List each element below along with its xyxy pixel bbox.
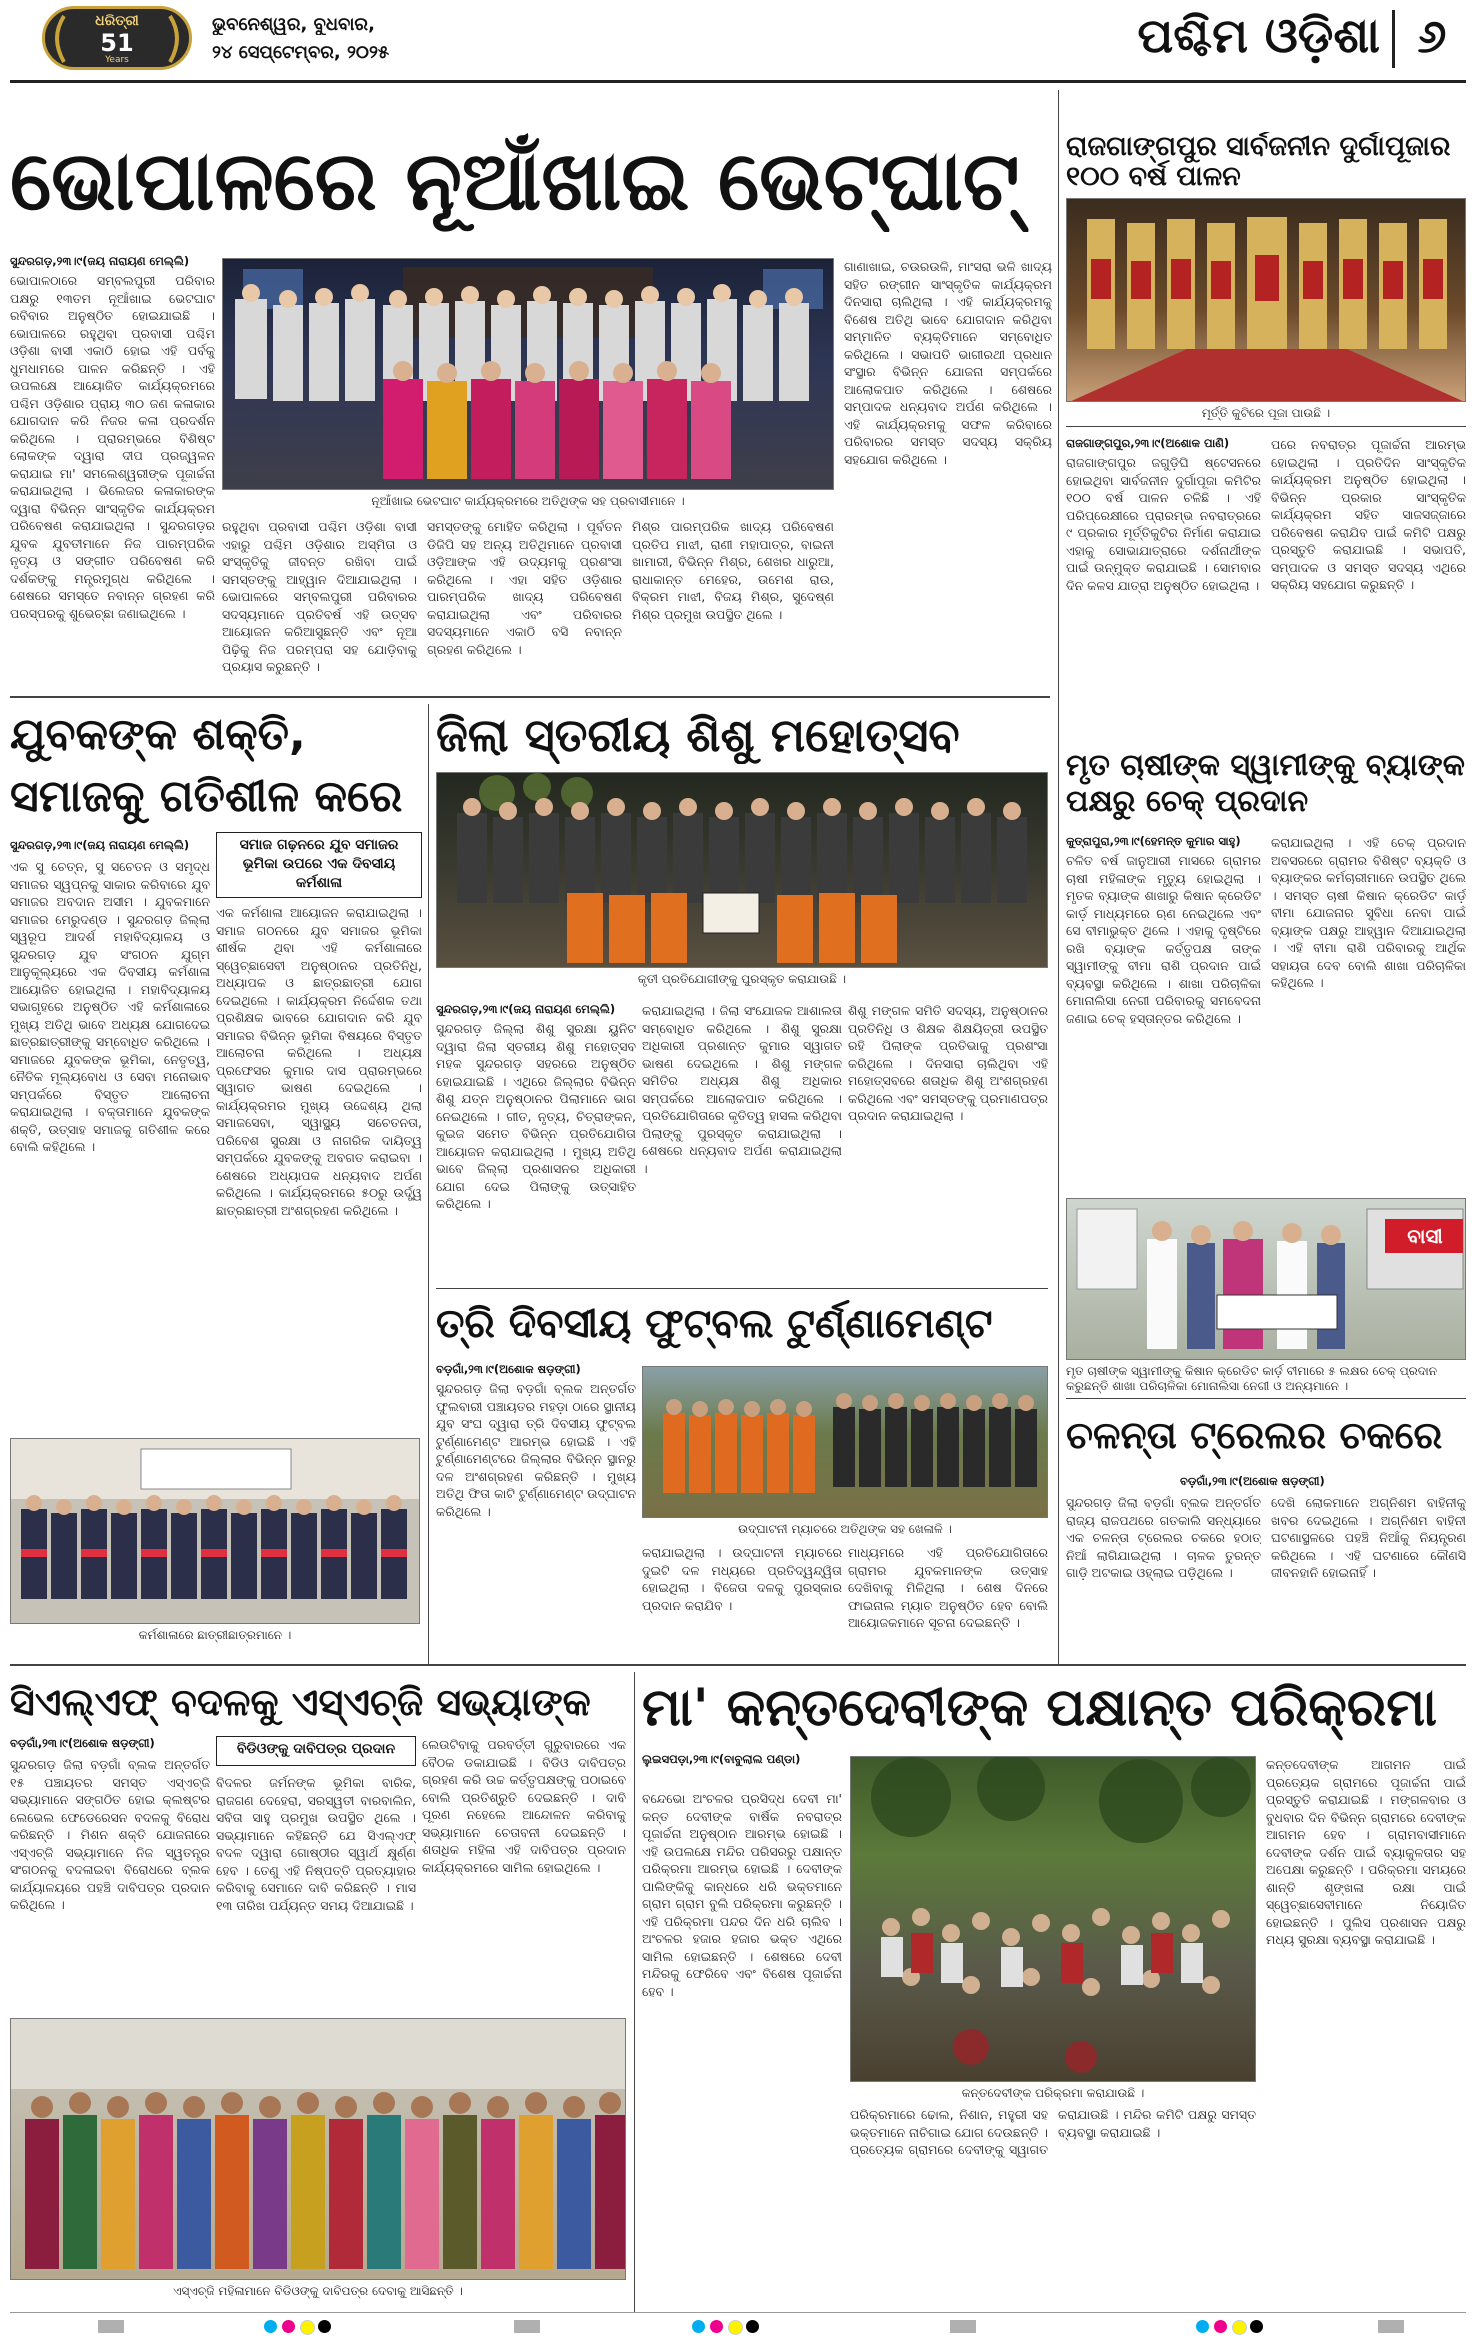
football-body-col2: କରାଯାଇଥିଲା । ଉଦ୍‌ଘାଟନୀ ମ୍ୟାଚରେ ଦୁଇଟି ଦଳ ମଧ୍ୟରେ ପ୍ରତିଦ୍ୱନ୍ଦ୍ୱିତା ହୋଇଥିଲା । ବିଜେତା ଦଳକୁ ପୁରସ୍କାର ପ୍ରଦାନ କରାଯିବ । — [642, 1545, 842, 1613]
football-headline: ତ୍ରି ଦିବସୀୟ ଫୁଟ୍‌ବଲ ଟୁର୍ଣ୍ଣାମେଣ୍ଟ — [436, 1301, 993, 1347]
football-body-col1: ସୁନ୍ଦରଗଡ଼ ଜିଲା ବଡ଼ଗାଁ ବ୍ଲକ ଅନ୍ତର୍ଗତ ଫୁଲବାରୀ ପଞ୍ଚାୟତର ମହଡ଼ା ଠାରେ ସ୍ଥାନୀୟ ଯୁବ ସଂଘ ଦ୍ୱାରା ତ୍ରି ଦିବସୀୟ ଫୁଟ୍‌ବଲ ଟୁର୍ଣ୍ଣାମେଣ୍ଟ ଆରମ୍ଭ ହୋଇଛି । ଏହି ଟୁର୍ଣ୍ଣାମେଣ୍ଟରେ ଜିଲ୍ଲାର ବିଭିନ୍ନ ସ୍ଥାନରୁ ଦଳ ଅଂଶଗ୍ରହଣ କରିଛନ୍ତି । ମୁଖ୍ୟ ଅତିଥି ଫିତା କାଟି ଟୁର୍ଣ୍ଣାମେଣ୍ଟ ଉଦ୍‌ଘାଟନ କରିଥିଲେ । — [436, 1381, 636, 1519]
trailer-headline: ଚଳନ୍ତା ଟ୍ରେଲର ଚକରେ — [1066, 1413, 1443, 1457]
youth-highlight-box: ସମାଜ ଗଢ଼ନରେ ଯୁବ ସମାଜର ଭୂମିକା ଉପରେ ଏକ ଦିବସୀୟ କର୍ମଶାଳା — [216, 832, 422, 898]
bhopal-byline: ସୁନ୍ଦରଗଡ଼,୨୩।୯(ଜୟ ନାରାୟଣ ମେଲ୍ଲି) — [10, 254, 190, 268]
bhopal-photo — [222, 258, 834, 490]
logo-years-label: Years — [105, 55, 129, 65]
kanta-byline: ଲୁଇସପଡ଼ା,୨୩।୯(ବାବୁଲାଲ ପଣ୍ଡା) — [642, 1752, 801, 1766]
yellow-dot — [300, 2320, 315, 2335]
youth-caption: କର୍ମଶାଳାରେ ଛାତ୍ରୀଛାତ୍ରମାନେ । — [138, 1628, 292, 1642]
football-caption: ଉଦ୍‌ଘାଟନୀ ମ୍ୟାଚରେ ଅତିଥିଙ୍କ ସହ ଖେଳାଳି । — [738, 1522, 952, 1536]
clf-body-col1: ସୁନ୍ଦରଗଡ଼ ଜିଲା ବଡ଼ଗାଁ ବ୍ଲକ ଅନ୍ତର୍ଗତ ୧୫ ପଞ୍ଚାୟତର ସମସ୍ତ ଏସ୍ଏଚ୍‌ଜି ସଭ୍ୟାମାନେ ସଙ୍ଗଠିତ ହୋଇ କ୍ଲଷ୍ଟର ଲେଭେଲ ଫେଡେରେସନ ବଦଳକୁ ବିରୋଧ କରିଛନ୍ତି । ମିଶନ ଶକ୍ତି ଯୋଜନାରେ ଏସ୍ଏଚ୍‌ଜି ସଭ୍ୟାମାନେ ନିଜ ସ୍ୱତନ୍ତ୍ର ସଂଗଠନକୁ ବଦଳାଇବା ବିରୋଧରେ ବ୍ଲକ କାର୍ଯ୍ୟାଳୟରେ ପହଞ୍ଚି ଦାବିପତ୍ର ପ୍ରଦାନ କରିଥିଲେ । — [10, 1757, 210, 1912]
clf-byline: ବଡ଼ଗାଁ,୨୩।୯(ଅଶୋକ ଷଡ଼ଙ୍ଗୀ) — [10, 1736, 155, 1750]
rajgangpur-body-col1: ରାଜଗାଙ୍ଗପୁର ଜଗୁଡ଼ିଘି ଷ୍ଟେସନରେ ହୋଇଥିବା ସାର୍ବଜନୀନ ଦୁର୍ଗାପୂଜା କମିଟିର ୧୦୦ ବର୍ଷ ପାଳନ ଚଳିଛି । ଏହି ପରିପ୍ରେକ୍ଷୀରେ ପ୍ରାରମ୍ଭ ନବରାତ୍ରରେ ୯ ପ୍ରକାର ମୂର୍ତ୍ତିକୁଟିର ନିର୍ମାଣ କରାଯାଇ ଏହାକୁ ସୋଭାଯାତ୍ରାରେ ଦର୍ଶନାର୍ଥୀଙ୍କ ପାଇଁ ଉନ୍ମୁକ୍ତ କରାଯାଇଛି । ସୋମବାର ଦିନ କଳସ ଯାତ୍ରା ଅନୁଷ୍ଠିତ ହୋଇଥିଲା । — [1066, 455, 1261, 593]
section-title: ପଶ୍ଚିମ ଓଡ଼ିଶା — [1137, 8, 1380, 64]
trailer-body-col2: ଦେଖି ଲୋକମାନେ ଅଗ୍ନିଶମ ବାହିନୀକୁ ଖବର ଦେଇଥିଲେ । ଅଗ୍ନିଶମ ବାହିନୀ ଘଟଣାସ୍ଥଳରେ ପହଞ୍ଚି ନିଆଁକୁ ନିୟନ୍ତ୍ରଣ କରିଥିଲେ । ଏହି ଘଟଣାରେ କୌଣସି ଜୀବନହାନି ହୋଇନାହିଁ । — [1271, 1495, 1466, 1580]
bhopal-body-col4: ଗାଣାଖାଇ, ଚଉରଉଳି, ମାଂସରା ଭଳି ଖାଦ୍ୟ ସହିତ ରଙ୍ଗୀନ ସାଂସ୍କୃତିକ କାର୍ଯ୍ୟକ୍ରମ ଦିନସାରା ଚାଲିଥିଲା । ଏହି କାର୍ଯ୍ୟକ୍ରମକୁ ବିଶେଷ ଅତିଥି ଭାବେ ଯୋଗଦାନ କରିଥିବା ସମ୍ମାନିତ ବ୍ୟକ୍ତିମାନେ ସମ୍ବୋଧିତ କରିଥିଲେ । ସଭାପତି ଭାଗୀରଥୀ ପ୍ରଧାନ ସଂସ୍ଥାର ବିଭିନ୍ନ ଯୋଜନା ସମ୍ପର୍କରେ ଆଲୋକପାତ କରିଥିଲେ । ଶେଷରେ ସମ୍ପାଦକ ଧନ୍ୟବାଦ ଅର୍ପଣ କରିଥିଲେ । ଏହି କାର୍ଯ୍ୟକ୍ରମକୁ ସଫଳ କରିବାରେ ପରିବାରର ସମସ୍ତ ସଦସ୍ୟ ସକ୍ରିୟ ସହଯୋଗ କରିଥିଲେ । — [844, 259, 1052, 467]
cheque-headline: ମୃତ ଚାଷୀଙ୍କ ସ୍ୱାମୀଙ୍କୁ ବ୍ୟାଙ୍କ ପକ୍ଷରୁ ଚେକ୍ ପ୍ରଦାନ — [1066, 748, 1465, 819]
registration-bar — [1378, 2320, 1404, 2333]
kanta-body-col2: ପରିକ୍ରମାରେ ଢୋଲ, ନିଶାନ, ମହୁରୀ ସହ ଭକ୍ତମାନେ ନାଚିଗାଇ ଯୋଗ ଦେଉଛନ୍ତି । ପ୍ରତ୍ୟେକ ଗ୍ରାମରେ ଦେବୀଙ୍କୁ ସ୍ୱାଗତ କରାଯାଉଛି । ମନ୍ଦିର କମିଟି ପକ୍ଷରୁ ସମସ୍ତ ବ୍ୟବସ୍ଥା କରାଯାଇଛି । — [850, 2107, 1256, 2157]
youth-photo — [10, 1438, 420, 1624]
registration-bar — [950, 2320, 976, 2333]
kanta-caption: କନ୍ତଦେବୀଙ୍କ ପରିକ୍ରମା କରାଯାଉଛି । — [961, 2086, 1145, 2100]
column-rule — [634, 1672, 635, 2312]
masthead — [0, 0, 1476, 80]
youth-body-col1: ଏକ ସୁ ଚେତ୍ନ, ସୁ ସଚେତନ ଓ ସମୃଦ୍ଧ ସମାଜର ସ୍ୱପ୍ନକୁ ସାକାର କରିବାରେ ଯୁବ ସମାଜର ଅବଦାନ ଅସୀମ । ଯୁବକମାନେ ସମାଜର ମେରୁଦଣ୍ଡ । ସୁନ୍ଦରଗଡ଼ ଜିଲ୍ଲା ସ୍ୱରୂପ ଆଦର୍ଶ ମହାବିଦ୍ୟାଳୟ ଓ ସୁନ୍ଦରଗଡ଼ ଯୁବ ସଂଗଠନ ଯୁଗ୍ମ ଆନୁକୂଲ୍ୟରେ ଏକ ଦିବସୀୟ କର୍ମଶାଳା ଆୟୋଜିତ ହୋଇଥିଲା । ମହାବିଦ୍ୟାଳୟ ସଭାଗୃହରେ ଅନୁଷ୍ଠିତ ଏହି କର୍ମଶାଳାରେ ମୁଖ୍ୟ ଅତିଥି ଭାବେ ଅଧ୍ୟକ୍ଷ ଯୋଗଦେଇ ଛାତ୍ରଛାତ୍ରୀଙ୍କୁ ସମ୍ବୋଧିତ କରିଥିଲେ । ସମାଜରେ ଯୁବକଙ୍କ ଭୂମିକା, ନେତୃତ୍ୱ, ନୈତିକ ମୂଲ୍ୟବୋଧ ଓ ସେବା ମନୋଭାବ ସମ୍ପର୍କରେ ବିସ୍ତୃତ ଆଲୋଚନା କରାଯାଇଥିଲା । ବକ୍ତାମାନେ ଯୁବକଙ୍କ ଶକ୍ତି, ଉତ୍ସାହ ସମାଜକୁ ଗତିଶୀଳ କରେ ବୋଲି କହିଥିଲେ । — [10, 859, 210, 1154]
clf-headline: ସିଏଲ୍‌ଏଫ୍ ବଦଳକୁ ଏସ୍ଏଚ୍‌ଜି ସଭ୍ୟାଙ୍କ — [10, 1680, 591, 1724]
rajgangpur-byline: ରାଜଗାଙ୍ଗପୁର,୨୩।୯(ଅଶୋକ ପାଣି) — [1066, 436, 1230, 450]
children-headline: ଜିଲା ସ୍ତରୀୟ ଶିଶୁ ମହୋତ୍ସବ — [436, 708, 960, 762]
yellow-dot — [728, 2320, 743, 2335]
children-photo — [436, 772, 1048, 968]
black-dot — [1250, 2320, 1263, 2333]
bhopal-body-col1: ଭୋପାଳଠାରେ ସମ୍ବଲପୁରୀ ପରିବାର ପକ୍ଷରୁ ୧୩ତମ ନୂଆଁଖାଇ ଭେଟଘାଟ ରବିବାର ଅନୁଷ୍ଠିତ ହୋଇଯାଇଛି । ଭୋପାଳରେ ରହୁଥିବା ପ୍ରବାସୀ ପଶ୍ଚିମ ଓଡ଼ିଶା ବାସୀ ଏକାଠି ହୋଇ ଏହି ପର୍ବକୁ ଧୁମଧାମରେ ପାଳନ କରିଛନ୍ତି । ଏହି ଉପଲକ୍ଷେ ଆୟୋଜିତ କାର୍ଯ୍ୟକ୍ରମରେ ପଶ୍ଚିମ ଓଡ଼ିଶାର ପ୍ରାୟ ୩୦ ଜଣ କଳାକାର ଯୋଗଦାନ କରି ନିଜର କଳା ପ୍ରଦର୍ଶନ କରିଥିଲେ । ପ୍ରାରମ୍ଭରେ ବିଶିଷ୍ଟ ଲୋକଙ୍କ ଦ୍ୱାରା ଦୀପ ପ୍ରଜ୍ୱଳନ କରାଯାଇ ମା' ସମଲେଶ୍ୱରୀଙ୍କ ପୂଜାର୍ଚ୍ଚନା କରାଯାଇଥିଲା । ଭିଲେଜର କଳାକାରଙ୍କ ଦ୍ୱାରା ବିଭିନ୍ନ ସାଂସ୍କୃତିକ କାର୍ଯ୍ୟକ୍ରମ ପରିବେଷଣ କରାଯାଇଥିଲା । ସୁନ୍ଦରଗଡ଼ର ଯୁବକ ଯୁବତୀମାନେ ନିଜ ପାରମ୍ପରିକ ନୃତ୍ୟ ଓ ସଙ୍ଗୀତ ପରିବେଷଣ କରି ଦର୍ଶକଙ୍କୁ ମନ୍ତ୍ରମୁଗ୍ଧ କରିଥିଲେ । ଶେଷରେ ସମସ୍ତେ ନବାନ୍ନ ଗ୍ରହଣ କରି ପରସ୍ପରକୁ ଶୁଭେଚ୍ଛା ଜଣାଇଥିଲେ । — [10, 273, 215, 621]
yellow-dot — [1232, 2320, 1247, 2335]
section-rule — [436, 1288, 1048, 1289]
registration-bar — [98, 2320, 124, 2333]
cyan-dot — [264, 2320, 277, 2333]
separator — [1066, 426, 1466, 427]
section-rule — [10, 696, 1050, 698]
clf-caption: ଏସ୍ଏଚ୍‌ଜି ମହିଳାମାନେ ବିଡିଓଙ୍କୁ ଦାବିପତ୍ର ଦେବାକୁ ଆସିଛନ୍ତି । — [173, 2284, 463, 2298]
bhopal-body-col3: ସମସ୍ତଙ୍କୁ ମୋହିତ କରିଥିଲା । ପୂର୍ବତନ ଡିଜିପି ସହ ଅନ୍ୟ ଅତିଥିମାନେ ପ୍ରବାସୀ ଓଡ଼ିଆଙ୍କ ଏହି ଉଦ୍ୟମକୁ ପ୍ରଶଂସା କରିଥିଲେ । ଏହା ସହିତ ଓଡ଼ିଶାର ପାରମ୍ପରିକ ଖାଦ୍ୟ ପରିବେଷଣ କରାଯାଇଥିଲା ଏବଂ ପରିବାରର ସଦସ୍ୟମାନେ ଏକାଠି ବସି ନବାନ୍ନ ଗ୍ରହଣ କରିଥିଲେ । — [427, 519, 622, 657]
issue-date: ୨୪ ସେପ୍ଟେମ୍ବର, ୨୦୨୫ — [212, 42, 390, 63]
registration-bar — [514, 2320, 540, 2333]
magenta-dot — [282, 2320, 295, 2333]
masthead-divider — [1392, 10, 1395, 68]
bhopal-headline: ଭୋପାଳରେ ନୂଆଁଖାଇ ଭେଟ୍‌ଘାଟ୍ — [10, 134, 1020, 229]
football-body-col3: ମାଧ୍ୟମରେ ଏହି ପ୍ରତିଯୋଗିତାରେ ଗ୍ରାମର ଯୁବକମାନଙ୍କ ଉତ୍ସାହ ଦେଖିବାକୁ ମିଳିଥିଲା । ଶେଷ ଦିନରେ ଫାଇନାଲ ମ୍ୟାଚ ଅନୁଷ୍ଠିତ ହେବ ବୋଲି ଆୟୋଜକମାନେ ସୂଚନା ଦେଇଛନ୍ତି । — [848, 1545, 1048, 1630]
column-rule — [428, 704, 429, 1664]
youth-headline-line1: ଯୁବକଙ୍କ ଶକ୍ତି, — [10, 709, 306, 760]
children-body-col1: ସୁନ୍ଦରଗଡ଼ ଜିଲ୍ଲା ଶିଶୁ ସୁରକ୍ଷା ୟୁନିଟ ଦ୍ୱାରା ଜିଲା ସ୍ତରୀୟ ଶିଶୁ ମହୋତ୍ସବ ମହକ ସୁନ୍ଦରଗଡ଼ ସହରରେ ଅନୁଷ୍ଠିତ ହୋଇଯାଇଛି । ଏଥିରେ ଜିଲ୍ଲାର ବିଭିନ୍ନ ଶିଶୁ ଯତ୍ନ ଅନୁଷ୍ଠାନର ପିଲାମାନେ ଭାଗ ନେଇଥିଲେ । ଗୀତ, ନୃତ୍ୟ, ଚିତ୍ରାଙ୍କନ, କୁଇଜ ସମେତ ବିଭିନ୍ନ ପ୍ରତିଯୋଗିତା ଆୟୋଜନ କରାଯାଇଥିଲା । ମୁଖ୍ୟ ଅତିଥି ଭାବେ ଜିଲ୍ଲା ପ୍ରଶାସନର ଅଧିକାରୀ ଯୋଗ ଦେଇ ପିଲାଙ୍କୁ ଉତ୍ସାହିତ କରିଥିଲେ । — [436, 1021, 636, 1211]
cheque-banner-text: ବାସୀ — [1407, 1224, 1443, 1248]
page-number: ୬ — [1417, 9, 1447, 63]
trailer-body-col1: ସୁନ୍ଦରଗଡ଼ ଜିଲା ବଡ଼ଗାଁ ବ୍ଲକ ଅନ୍ତର୍ଗତ ରାଜ୍ୟ ରାଜପଥରେ ଗତକାଲି ସନ୍ଧ୍ୟାରେ ଏକ ଚଳନ୍ତା ଟ୍ରେଲର ଚକରେ ହଠାତ୍ ନିଆଁ ଲାଗିଯାଇଥିଲା । ଚାଳକ ତୁରନ୍ତ ଗାଡ଼ି ଅଟକାଇ ଓହ୍ଲାଇ ପଡ଼ିଥିଲେ । — [1066, 1495, 1261, 1580]
rajgangpur-photo — [1066, 198, 1466, 402]
black-dot — [746, 2320, 759, 2333]
cheque-byline: କୁତ୍ରାପୁରା,୨୩।୯(ହେମନ୍ତ କୁମାର ସାହୁ) — [1066, 834, 1241, 848]
kanta-photo — [850, 1756, 1256, 2082]
kanta-body-col1: ବନ୍ଦେଭୋ ଅଂଚଳର ପ୍ରସିଦ୍ଧ ଦେବୀ ମା' କନ୍ତ ଦେବୀଙ୍କ ବାର୍ଷିକ ନବରାତ୍ର ପୂଜାର୍ଚ୍ଚନା ଅନୁଷ୍ଠାନ ଆରମ୍ଭ ହୋଇଛି । ଏହି ଉପଲକ୍ଷେ ମନ୍ଦିର ପରିସରରୁ ପକ୍ଷାନ୍ତ ପରିକ୍ରମା ଆରମ୍ଭ ହୋଇଛି । ଦେବୀଙ୍କ ପାଲିଙ୍କିକୁ କାନ୍ଧରେ ଧରି ଭକ୍ତମାନେ ଗ୍ରାମ ଗ୍ରାମ ବୁଲି ପରିକ୍ରମା କରୁଛନ୍ତି । ଏହି ପରିକ୍ରମା ପନ୍ଦର ଦିନ ଧରି ଚାଲିବ । ଅଂଚଳର ହଜାର ହଜାର ଭକ୍ତ ଏଥିରେ ସାମିଲ ହୋଇଛନ୍ତି । ଶେଷରେ ଦେବୀ ମନ୍ଦିରକୁ ଫେରିବେ ଏବଂ ବିଶେଷ ପୂଜାର୍ଚ୍ଚନା ହେବ । — [642, 1791, 842, 1999]
kanta-body-col3: କନ୍ତଦେବୀଙ୍କ ଆଗମନ ପାଇଁ ପ୍ରତ୍ୟେକ ଗ୍ରାମରେ ପୂଜାର୍ଚ୍ଚନା ପାଇଁ ପ୍ରସ୍ତୁତି କରାଯାଇଛି । ମଙ୍ଗଳବାର ଓ ବୁଧବାର ଦିନ ବିଭିନ୍ନ ଗ୍ରାମରେ ଦେବୀଙ୍କ ଆଗମନ ହେବ । ଗ୍ରାମବାସୀମାନେ ଦେବୀଙ୍କ ଦର୍ଶନ ପାଇଁ ବ୍ୟାକୁଳତାର ସହ ଅପେକ୍ଷା କରୁଛନ୍ତି । ପରିକ୍ରମା ସମୟରେ ଶାନ୍ତି ଶୃଙ୍ଖଳା ରକ୍ଷା ପାଇଁ ସ୍ୱେଚ୍ଛାସେବୀମାନେ ନିୟୋଜିତ ହୋଇଛନ୍ତି । ପୁଲିସ ପ୍ରଶାସନ ପକ୍ଷରୁ ମଧ୍ୟ ସୁରକ୍ଷା ବ୍ୟବସ୍ଥା କରାଯାଇଛି । — [1266, 1757, 1466, 1947]
clf-body-col3: ଲେଉଟିବାକୁ ପରବର୍ତ୍ତୀ ଗୁରୁବାରରେ ଏକ ବୈଠକ ଡକାଯାଇଛି । ବିଡିଓ ଦାବିପତ୍ର ଗ୍ରହଣ କରି ଉଚ୍ଚ କର୍ତ୍ତୃପକ୍ଷଙ୍କୁ ପଠାଇବେ ବୋଲି ପ୍ରତିଶ୍ରୁତି ଦେଇଛନ୍ତି । ଦାବି ପୂରଣ ନହେଲେ ଆନ୍ଦୋଳନ କରିବାକୁ ସଭ୍ୟାମାନେ ଚେତାବନୀ ଦେଇଛନ୍ତି । ଶତାଧିକ ମହିଳା ଏହି ଦାବିପତ୍ର ପ୍ରଦାନ କାର୍ଯ୍ୟକ୍ରମରେ ସାମିଲ ହୋଇଥିଲେ । — [422, 1737, 626, 1875]
column-rule — [1058, 740, 1059, 1664]
logo-badge — [42, 6, 192, 70]
youth-headline-line2: ସମାଜକୁ ଗତିଶୀଳ କରେ — [10, 771, 403, 822]
column-rule — [1058, 90, 1059, 810]
clf-highlight-box: ବିଡିଓଙ୍କୁ ଦାବିପତ୍ର ପ୍ରଦାନ — [216, 1736, 416, 1766]
youth-byline: ସୁନ୍ଦରଗଡ଼,୨୩।୯(ଜୟ ନାରାୟଣ ମେଲ୍ଲି) — [10, 838, 190, 852]
children-body-col2: କରାଯାଇଥିଲା । ଜିଲା ସଂଯୋଜକ ଆଶାଲତା ସମ୍ବୋଧିତ କରିଥିଲେ । ଶିଶୁ ସୁରକ୍ଷା ଅଧିକାରୀ ପ୍ରଶାନ୍ତ କୁମାର ସ୍ୱାଗତ ଭାଷଣ ଦେଇଥିଲେ । ଶିଶୁ ମଙ୍ଗଳ ସମିତିର ଅଧ୍ୟକ୍ଷ ଶିଶୁ ଅଧିକାର ସମ୍ପର୍କରେ ଆଲୋକପାତ କରିଥିଲେ । ପ୍ରତିଯୋଗିତାରେ କୃତିତ୍ୱ ହାସଲ କରିଥିବା ପିଲାଙ୍କୁ ପୁରସ୍କୃତ କରାଯାଇଥିଲା । ଶେଷରେ ଧନ୍ୟବାଦ ଅର୍ପଣ କରାଯାଇଥିଲା । — [642, 1003, 842, 1176]
footer-rule — [10, 2312, 1466, 2313]
magenta-dot — [1214, 2320, 1227, 2333]
cheque-body-col2: କରାଯାଇଥିଲା । ଏହି ଚେକ୍ ପ୍ରଦାନ ଅବସରରେ ଗ୍ରାମର ବିଶିଷ୍ଟ ବ୍ୟକ୍ତି ଓ ବ୍ୟାଙ୍କର କର୍ମଚାରୀମାନେ ଉପସ୍ଥିତ ଥିଲେ । ସମସ୍ତ ଚାଷୀ କିଷାନ କ୍ରେଡିଟ କାର୍ଡ଼ ବୀମା ଯୋଜନାର ସୁବିଧା ନେବା ପାଇଁ ବ୍ୟାଙ୍କ ପକ୍ଷରୁ ଆହ୍ୱାନ ଦିଆଯାଇଥିଲା । ଏହି ବୀମା ରାଶି ପରିବାରକୁ ଆର୍ଥିକ ସହାୟତା ଦେବ ବୋଲି ଶାଖା ପରିଚାଳିକା କହିଥିଲେ । — [1271, 835, 1466, 990]
children-caption: କୃତୀ ପ୍ରତିଯୋଗୀଙ୍କୁ ପୁରସ୍କୃତ କରାଯାଉଛି । — [637, 972, 847, 986]
bhopal-body-col5: ମିଶ୍ର ପାରମ୍ପରିକ ଖାଦ୍ୟ ପରିବେଷଣ ପ୍ରତିପ ମାଝୀ, ରାଣୀ ମହାପାତ୍ର, ବାଇନୀ ଖାମାରୀ, ବିଭିନ୍ନ ମିଶ୍ର, ଶେଖର ଧାରୁଆ, ରାଧାକାନ୍ତ ମେହେର, ଉମେଶ ରାଉ, ବିକ୍ରମ ମାଝୀ, ବିଜୟ ମିଶ୍ର, ସୁଦେଷ୍ଣ ମିଶ୍ର ପ୍ରମୁଖ ଉପସ୍ଥିତ ଥିଲେ । — [632, 519, 834, 622]
cyan-dot — [1196, 2320, 1209, 2333]
kanta-headline: ମା' କନ୍ତଦେବୀଙ୍କ ପକ୍ଷାନ୍ତ ପରିକ୍ରମା — [642, 1678, 1438, 1738]
football-photo — [642, 1366, 1048, 1518]
cheque-caption: ମୃତ ଚାଷୀଙ୍କ ସ୍ୱାମୀଙ୍କୁ କିଷାନ କ୍ରେଡିଟ କାର୍ଡ଼ ବୀମାରେ ୫ ଲକ୍ଷର ଚେକ୍ ପ୍ରଦାନ କରୁଛନ୍ତି ଶାଖା ପରିଚାଳିକା ମୋନାଲିସା ନେଗୀ ଓ ଅନ୍ୟମାନେ । — [1066, 1364, 1438, 1393]
bhopal-caption: ନୂଆଁଖାଇ ଭେଟଘାଟ କାର୍ଯ୍ୟକ୍ରମରେ ଅତିଥିଙ୍କ ସହ ପ୍ରବାସୀମାନେ । — [371, 494, 685, 508]
black-dot — [318, 2320, 331, 2333]
rajgangpur-body-col2: ପରେ ନବରାତ୍ର ପୂଜାର୍ଚ୍ଚନା ଆରମ୍ଭ ହୋଇଥିଲା । ପ୍ରତିଦିନ ସାଂସ୍କୃତିକ କାର୍ଯ୍ୟକ୍ରମ ଅନୁଷ୍ଠିତ ହୋଇଥିଲା । ବିଭିନ୍ନ ପ୍ରକାର ସାଂସ୍କୃତିକ କାର୍ଯ୍ୟକ୍ରମ ସହିତ ସାଜସଜ୍ଜାରେ ପରିବେଷଣ କରାଯିବ ପାଇଁ କମିଟି ପକ୍ଷରୁ ପ୍ରସ୍ତୁତି କରାଯାଇଛି । ସଭାପତି, ସମ୍ପାଦକ ଓ ସମସ୍ତ ସଦସ୍ୟ ଏଥିରେ ସକ୍ରିୟ ସହଯୋଗ କରୁଛନ୍ତି । — [1271, 437, 1466, 592]
cheque-photo — [1066, 1198, 1466, 1360]
rajgangpur-caption: ମୂର୍ତ୍ତି କୁଟିରେ ପୂଜା ପାଉଛି । — [1201, 406, 1331, 420]
section-rule — [10, 1664, 1466, 1666]
children-byline: ସୁନ୍ଦରଗଡ଼,୨୩।୯(ଜୟ ନାରାୟଣ ମେଲ୍ଲି) — [436, 1002, 616, 1016]
magenta-dot — [710, 2320, 723, 2333]
football-byline: ବଡ଼ଗାଁ,୨୩।୯(ଅଶୋକ ଷଡ଼ଙ୍ଗୀ) — [436, 1362, 581, 1376]
trailer-byline: ବଡ଼ଗାଁ,୨୩।୯(ଅଶୋକ ଷଡ଼ଙ୍ଗୀ) — [1180, 1474, 1325, 1488]
logo-years: 51 — [100, 30, 134, 56]
rajgangpur-headline: ରାଜଗାଙ୍ଗପୁର ସାର୍ବଜନୀନ ଦୁର୍ଗାପୂଜାର ୧୦୦ ବର୍ଷ ପାଳନ — [1066, 132, 1451, 192]
place-day: ଭୁବନେଶ୍ୱର, ବୁଧବାର, — [212, 14, 375, 35]
cyan-dot — [692, 2320, 705, 2333]
clf-body-col2: ବିଦଳର ଜର୍ମନଙ୍କ ଭୂମିକା ବାରିକ, ରାଜଗଣ ଦେହେରା, ସରସ୍ୱତୀ ବାରବାଲିନ, ସବିତା ସାହୁ ପ୍ରମୁଖ ଉପସ୍ଥିତ ଥିଲେ । ସଭ୍ୟାମାନେ କହିଛନ୍ତି ଯେ ସିଏଲ୍‌ଏଫ୍ ବଦଳ ଦ୍ୱାରା ଗୋଷ୍ଠୀର ସ୍ୱାର୍ଥ କ୍ଷୁର୍ଣ୍ଣ ହେବ । ତେଣୁ ଏହି ନିଷ୍ପତ୍ତି ପ୍ରତ୍ୟାହାର କରିବାକୁ ସେମାନେ ଦାବି କରିଛନ୍ତି । ମାସ ୧୩ ତାରିଖ ପର୍ଯ୍ୟନ୍ତ ସମୟ ଦିଆଯାଇଛି । — [216, 1775, 416, 1913]
youth-body-col2: ଏକ କର୍ମଶାଳା ଆୟୋଜନ କରାଯାଇଥିଲା । ସମାଜ ଗଠନରେ ଯୁବ ସମାଜର ଭୂମିକା ଶୀର୍ଷକ ଥିବା ଏହି କର୍ମଶାଳାରେ ସ୍ୱେଚ୍ଛାସେବୀ ଅନୁଷ୍ଠାନର ପ୍ରତିନିଧି, ଅଧ୍ୟାପକ ଓ ଛାତ୍ରଛାତ୍ରୀ ଯୋଗ ଦେଇଥିଲେ । କାର୍ଯ୍ୟକ୍ରମ ନିର୍ଦ୍ଦେଶକ ତଥା ପ୍ରଶିକ୍ଷକ ଭାବରେ ଯୋଗଦାନ କରି ଯୁବ ସମାଜର ବିଭିନ୍ନ ଭୂମିକା ବିଷୟରେ ବିସ୍ତୃତ ଆଲୋଚନା କରିଥିଲେ । ଅଧ୍ୟକ୍ଷ ପ୍ରଫେସର କୁମାର ଦାସ ପ୍ରାରମ୍ଭରେ ସ୍ୱାଗତ ଭାଷଣ ଦେଇଥିଲେ । କାର୍ଯ୍ୟକ୍ରମର ମୁଖ୍ୟ ଉଦ୍ଦେଶ୍ୟ ଥିଲା ସମାଜସେବା, ସ୍ୱାସ୍ଥ୍ୟ ସଚେତନତା, ପରିବେଶ ସୁରକ୍ଷା ଓ ନାଗରିକ ଦାୟିତ୍ୱ ସମ୍ପର୍କରେ ଯୁବକଙ୍କୁ ଅବଗତ କରାଇବା । ଶେଷରେ ଅଧ୍ୟାପକ ଧନ୍ୟବାଦ ଅର୍ପଣ କରିଥିଲେ । କାର୍ଯ୍ୟକ୍ରମରେ ୫୦ରୁ ଉର୍ଦ୍ଧ୍ୱ ଛାତ୍ରଛାତ୍ରୀ ଅଂଶଗ୍ରହଣ କରିଥିଲେ । — [216, 905, 422, 1218]
logo-word: ଧରିତ୍ରୀ — [95, 13, 139, 29]
clf-photo — [10, 2018, 626, 2280]
bhopal-body-col2: ରହୁଥିବା ପ୍ରବାସୀ ପଶ୍ଚିମ ଓଡ଼ିଶା ବାସୀ ଏହାରୁ ପଶ୍ଚିମ ଓଡ଼ିଶାର ଅସ୍ମିତା ଓ ସଂସ୍କୃତିକୁ ଜୀବନ୍ତ ରଖିବା ପାଇଁ ସମସ୍ତଙ୍କୁ ଆହ୍ୱାନ ଦିଆଯାଇଥିଲା । ଭୋପାଳରେ ସମ୍ବଲପୁରୀ ପରିବାରର ସଦସ୍ୟମାନେ ପ୍ରତିବର୍ଷ ଏହି ଉତ୍ସବ ଆୟୋଜନ କରିଆସୁଛନ୍ତି ଏବଂ ନୂଆ ପିଢ଼ିକୁ ନିଜ ପରମ୍ପରା ସହ ଯୋଡ଼ିବାକୁ ପ୍ରୟାସ କରୁଛନ୍ତି । — [222, 519, 417, 674]
children-body-col3: ଶିଶୁ ମଙ୍ଗଳ ସମିତି ସଦସ୍ୟ, ଅନୁଷ୍ଠାନର ପ୍ରତିନିଧି ଓ ଶିକ୍ଷକ ଶିକ୍ଷୟିତ୍ରୀ ଉପସ୍ଥିତ ରହି ପିଲାଙ୍କ ପ୍ରତିଭାକୁ ପ୍ରଶଂସା କରିଥିଲେ । ଦିନସାରା ଚାଲିଥିବା ଏହି ମହୋତ୍ସବରେ ଶତାଧିକ ଶିଶୁ ଅଂଶଗ୍ରହଣ କରିଥିଲେ ଏବଂ ସମସ୍ତଙ୍କୁ ପ୍ରମାଣପତ୍ର ପ୍ରଦାନ କରାଯାଇଥିଲା । — [848, 1003, 1048, 1123]
section-rule — [1066, 1398, 1466, 1399]
masthead-rule — [10, 80, 1466, 83]
cheque-body-col1: ଚଳିତ ବର୍ଷ ଜାନୁଆରୀ ମାସରେ ଗ୍ରାମର ଚାଷୀ ମହିଳାଙ୍କ ମୃତ୍ୟୁ ହୋଇଥିଲା । ମୃତକ ବ୍ୟାଙ୍କ ଶାଖାରୁ କିଷାନ କ୍ରେଡିଟ କାର୍ଡ଼ ମାଧ୍ୟମରେ ଋଣ ନେଇଥିଲେ ଏବଂ ସେ ବୀମାଭୁକ୍ତ ଥିଲେ । ଏହାକୁ ଦୃଷ୍ଟିରେ ରଖି ବ୍ୟାଙ୍କ କର୍ତ୍ତୃପକ୍ଷ ତାଙ୍କ ସ୍ୱାମୀଙ୍କୁ ବୀମା ରାଶି ପ୍ରଦାନ ପାଇଁ ବ୍ୟବସ୍ଥା କରିଥିଲେ । ଶାଖା ପରିଚାଳିକା ମୋନାଲିସା ନେଗୀ ପରିବାରକୁ ସମବେଦନା ଜଣାଇ ଚେକ୍ ହସ୍ତାନ୍ତର କରିଥିଲେ । — [1066, 853, 1261, 1026]
